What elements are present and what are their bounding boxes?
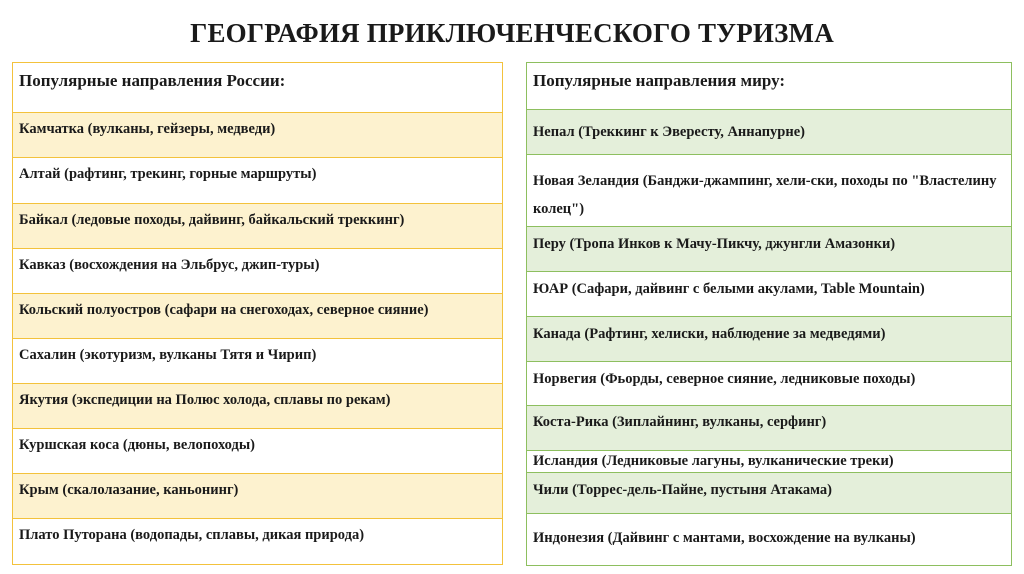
world-row: Непал (Треккинг к Эвересту, Аннапурне) [527, 110, 1012, 155]
russia-row: Крым (скалолазание, каньонинг) [13, 474, 503, 519]
world-row: Чили (Торрес-дель-Пайне, пустыня Атакама) [527, 473, 1012, 514]
russia-row: Кольский полуостров (сафари на снегоходах, северное сияние) [13, 294, 503, 339]
russia-row: Якутия (экспедиции на Полюс холода, сплавы по рекам) [13, 384, 503, 429]
world-row: Новая Зеландия (Банджи-джампинг, хели-ски, походы по "Властелину колец") [527, 155, 1012, 227]
world-row: Норвегия (Фьорды, северное сияние, ледниковые походы) [527, 362, 1012, 406]
world-destinations-table [526, 62, 1012, 566]
world-row: Индонезия (Дайвинг с мантами, восхождение на вулканы) [527, 514, 1012, 566]
russia-table-header: Популярные направления России: [13, 63, 503, 113]
russia-row: Сахалин (экотуризм, вулканы Тятя и Чирип) [13, 339, 503, 384]
world-row: Исландия (Ледниковые лагуны, вулканические треки) [527, 451, 1012, 473]
page-title: ГЕОГРАФИЯ ПРИКЛЮЧЕНЧЕСКОГО ТУРИЗМА [190, 18, 834, 48]
world-row: Перу (Тропа Инков к Мачу-Пикчу, джунгли Амазонки) [527, 227, 1012, 272]
world-row: Коста-Рика (Зиплайнинг, вулканы, серфинг) [527, 406, 1012, 451]
russia-row: Куршская коса (дюны, велопоходы) [13, 429, 503, 474]
russia-row: Плато Путорана (водопады, сплавы, дикая природа) [13, 519, 503, 565]
russia-destinations-table [12, 62, 503, 565]
world-table-header: Популярные направления миру: [527, 63, 1012, 110]
russia-row: Байкал (ледовые походы, дайвинг, байкальский треккинг) [13, 204, 503, 249]
russia-row: Алтай (рафтинг, трекинг, горные маршруты) [13, 158, 503, 204]
russia-row: Кавказ (восхождения на Эльбрус, джип-туры) [13, 249, 503, 294]
world-row: ЮАР (Сафари, дайвинг с белыми акулами, Table Mountain) [527, 272, 1012, 317]
world-row: Канада (Рафтинг, хелиски, наблюдение за медведями) [527, 317, 1012, 362]
russia-row: Камчатка (вулканы, гейзеры, медведи) [13, 113, 503, 158]
